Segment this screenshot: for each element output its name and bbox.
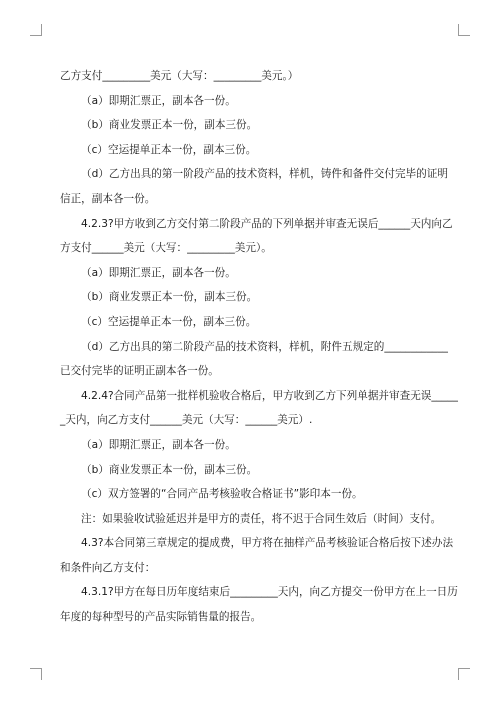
text-line: （c）双方签署的“合同产品考核验收合格证书”影印本一份。 [81, 488, 363, 501]
crop-mark-bottom-left [30, 668, 42, 680]
text-line: （b）商业发票正本一份，副本三份。 [81, 291, 258, 304]
text-line: （d）乙方出具的第一阶段产品的技术资料，样机，铸件和备件交付完毕的证明 [81, 168, 448, 181]
text-line: 已交付完毕的证明正副本各一份。 [60, 365, 219, 378]
text-line: （a）即期汇票正，副本各一份。 [81, 94, 236, 107]
text-line: 乙方支付_________美元（大写：_________美元。） [60, 70, 299, 82]
text-line: _天内，向乙方支付______美元（大写：______美元）. [60, 414, 313, 427]
text-line: 注：如果验收试验延迟并是甲方的责任，将不迟于合同生效后（时间）支付。 [81, 512, 442, 525]
text-line: 4.3.1?甲方在每日历年度结束后_________天内，向乙方提交一份甲方在上一日历 [81, 586, 458, 599]
text-line: 4.2.4?合同产品第一批样机验收合格后，甲方收到乙方下列单据并审查无误_____ [81, 389, 458, 402]
text-line: （c）空运提单正本一份，副本三份。 [81, 143, 257, 156]
text-line: （a）即期汇票正，副本各一份。 [81, 266, 236, 279]
text-line: （d）乙方出具的第二阶段产品的技术资料，样机，附件五规定的____________ [81, 340, 448, 353]
text-line: 方支付______美元（大写：_________美元）。 [60, 242, 272, 255]
crop-mark-bottom-right [458, 668, 470, 680]
text-line: （c）空运提单正本一份，副本三份。 [81, 315, 257, 328]
document-body [60, 64, 458, 630]
crop-mark-top-right [458, 24, 470, 36]
text-line: 信正，副本各一份。 [60, 192, 156, 205]
text-line: 4.3?本合同第三章规定的提成费，甲方将在抽样产品考核验证合格后按下述办法 [81, 537, 454, 550]
text-line: （b）商业发票正本一份，副本三份。 [81, 119, 258, 132]
text-line: 年度的每种型号的产品实际销售量的报告。 [60, 611, 262, 624]
crop-mark-top-left [30, 24, 42, 36]
text-line: （a）即期汇票正，副本各一份。 [81, 438, 236, 451]
text-line: 4.2.3?甲方收到乙方交付第二阶段产品的下列单据并审查无误后______天内向乙 [81, 217, 453, 230]
text-line: （b）商业发票正本一份，副本三份。 [81, 463, 258, 476]
text-line: 和条件向乙方支付： [60, 561, 156, 574]
